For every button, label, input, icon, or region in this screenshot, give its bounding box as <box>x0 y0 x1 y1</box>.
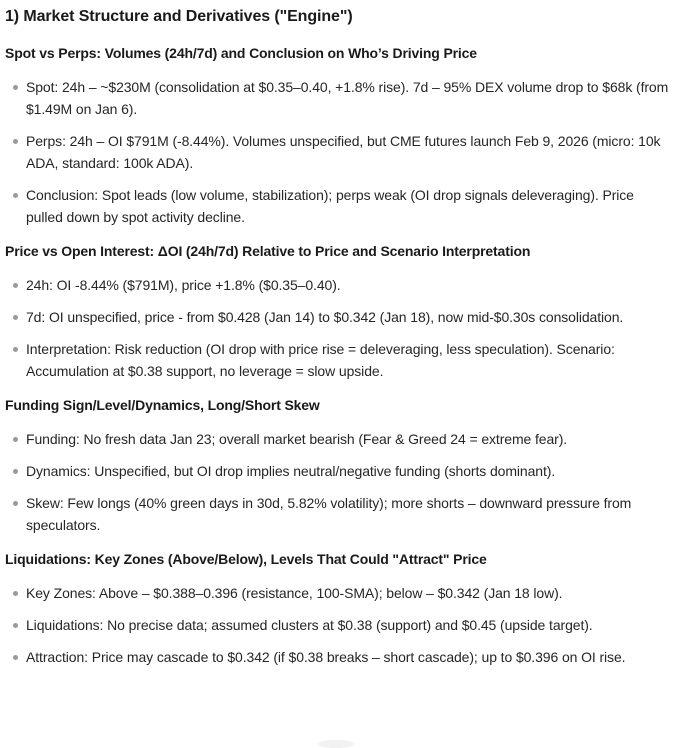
list-item: Conclusion: Spot leads (low volume, stabilization); perps weak (OI drop signals deleveraging). Price pulled down by spot activity decline. <box>5 184 672 228</box>
bullet-icon <box>13 469 18 474</box>
bullet-list-spot-vs-perps <box>5 76 672 228</box>
list-item: Attraction: Price may cascade to $0.342 (if $0.38 breaks – short cascade); up to $0.396 on OI rise. <box>5 646 672 668</box>
bullet-list-liquidations <box>5 582 672 668</box>
list-item: Perps: 24h – OI $791M (-8.44%). Volumes unspecified, but CME futures launch Feb 9, 2026 (micro: 10k ADA, standard: 100k ADA). <box>5 130 672 174</box>
bullet-icon <box>13 139 18 144</box>
bullet-icon <box>13 315 18 320</box>
section-heading-spot-vs-perps: Spot vs Perps: Volumes (24h/7d) and Conclusion on Who’s Driving Price <box>5 45 477 61</box>
bullet-icon <box>13 283 18 288</box>
list-item: Key Zones: Above – $0.388–0.396 (resistance, 100-SMA); below – $0.342 (Jan 18 low). <box>5 582 672 604</box>
document-title: 1) Market Structure and Derivatives ("Engine") <box>5 8 353 25</box>
list-item: Skew: Few longs (40% green days in 30d, 5.82% volatility); more shorts – downward pressure from speculators. <box>5 492 672 536</box>
scroll-shadow <box>318 740 354 748</box>
section-heading-funding: Funding Sign/Level/Dynamics, Long/Short Skew <box>5 397 320 413</box>
bullet-list-funding <box>5 428 672 536</box>
list-item: Liquidations: No precise data; assumed clusters at $0.38 (support) and $0.45 (upside target). <box>5 614 672 636</box>
bullet-icon <box>13 347 18 352</box>
list-item: Spot: 24h – ~$230M (consolidation at $0.35–0.40, +1.8% rise). 7d – 95% DEX volume drop to $68k (from $1.49M on Jan 6). <box>5 76 672 120</box>
bullet-icon <box>13 623 18 628</box>
section-heading-price-vs-oi: Price vs Open Interest: ΔOI (24h/7d) Relative to Price and Scenario Interpretation <box>5 243 531 259</box>
list-item: Dynamics: Unspecified, but OI drop implies neutral/negative funding (shorts dominant). <box>5 460 672 482</box>
list-item: 24h: OI -8.44% ($791M), price +1.8% ($0.35–0.40). <box>5 274 672 296</box>
bullet-icon <box>13 437 18 442</box>
bullet-icon <box>13 501 18 506</box>
bullet-icon <box>13 591 18 596</box>
bullet-icon <box>13 85 18 90</box>
list-item: 7d: OI unspecified, price - from $0.428 (Jan 14) to $0.342 (Jan 18), now mid-$0.30s consolidation. <box>5 306 672 328</box>
bullet-icon <box>13 655 18 660</box>
bullet-list-price-vs-oi <box>5 274 672 382</box>
list-item: Funding: No fresh data Jan 23; overall market bearish (Fear & Greed 24 = extreme fear). <box>5 428 672 450</box>
bullet-icon <box>13 193 18 198</box>
list-item: Interpretation: Risk reduction (OI drop with price rise = deleveraging, less speculation). Scenario: Accumulation at $0.38 support, no leverage = slow upside. <box>5 338 672 382</box>
section-heading-liquidations: Liquidations: Key Zones (Above/Below), Levels That Could "Attract" Price <box>5 551 487 567</box>
